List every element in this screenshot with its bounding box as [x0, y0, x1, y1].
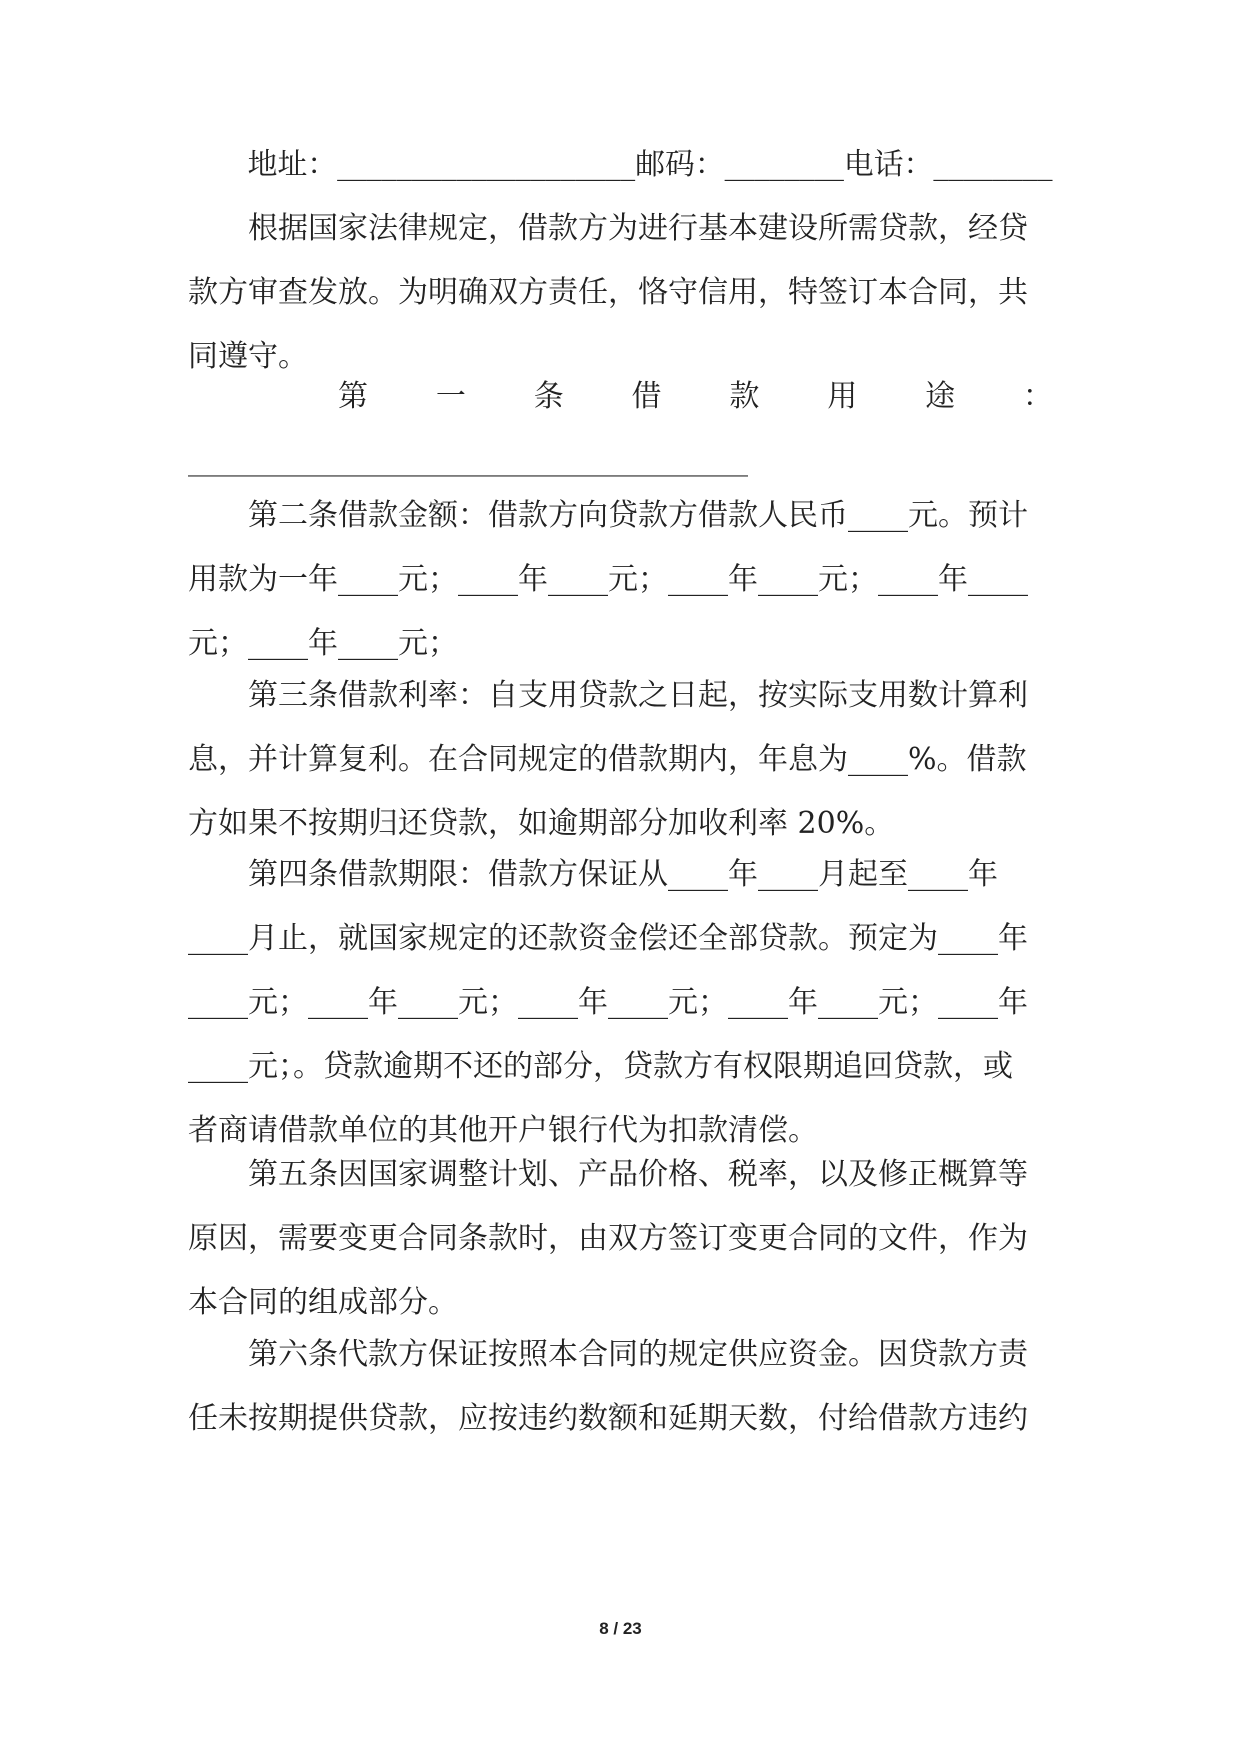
article-5-line-1: 第五条因国家调整计划、产品价格、税率，以及修正概算等	[188, 1157, 1028, 1192]
preamble-line-1: 根据国家法律规定，借款方为进行基本建设所需贷款，经贷	[188, 211, 1028, 246]
article-1-char: 一	[435, 379, 466, 414]
preamble-paragraph	[188, 197, 1053, 389]
document-page	[188, 0, 1053, 1754]
article-2-paragraph	[188, 484, 1053, 676]
address-text: 地址：____________________邮码：________电话：________	[188, 147, 1053, 182]
article-1-char: 款	[729, 379, 760, 414]
article-4-paragraph	[188, 843, 1053, 1163]
article-4-line-4: ____元；。贷款逾期不还的部分，贷款方有权限期追回贷款，或	[188, 1049, 1013, 1084]
article-4-line-5: 者商请借款单位的其他开户银行代为扣款清偿。	[188, 1113, 818, 1148]
article-1-char: 条	[533, 379, 564, 414]
preamble-line-3: 同遵守。	[188, 339, 308, 374]
preamble-line-2: 款方审查发放。为明确双方责任，恪守信用，特签订本合同，共	[188, 275, 1028, 310]
article-4-line-1: 第四条借款期限：借款方保证从____年____月起至____年	[188, 857, 998, 892]
article-1-char: 借	[631, 379, 662, 414]
article-2-line-3: 元；____年____元；	[188, 626, 458, 661]
article-4-line-2: ____月止，就国家规定的还款资金偿还全部贷款。预定为____年	[188, 921, 1028, 956]
address-line	[188, 133, 1053, 197]
article-2-line-1: 第二条借款金额：借款方向贷款方借款人民币____元。预计	[188, 498, 1028, 533]
article-1-heading	[338, 365, 1053, 429]
article-1-char: 第	[338, 379, 368, 414]
article-6-line-1: 第六条代款方保证按照本合同的规定供应资金。因贷款方责	[188, 1337, 1028, 1372]
article-3-line-2: 息，并计算复利。在合同规定的借款期内，年息为____%。借款	[188, 742, 1027, 777]
article-1-char: 途	[925, 379, 956, 414]
article-1-char: ：	[1022, 379, 1053, 414]
article-5-line-3: 本合同的组成部分。	[188, 1285, 458, 1320]
article-3-paragraph	[188, 664, 1053, 856]
article-6-paragraph	[188, 1323, 1053, 1451]
page-number: 8 / 23	[599, 1619, 642, 1638]
article-4-line-3: ____元；____年____元；____年____元；____年____元；____年	[188, 985, 1028, 1020]
article-1-char: 用	[827, 379, 858, 414]
article-5-paragraph	[188, 1143, 1053, 1335]
article-6-line-2: 任未按期提供贷款，应按违约数额和延期天数，付给借款方违约	[188, 1401, 1028, 1436]
article-3-line-3: 方如果不按期归还贷款，如逾期部分加收利率 20%。	[188, 806, 895, 841]
article-5-line-2: 原因，需要变更合同条款时，由双方签订变更合同的文件，作为	[188, 1221, 1028, 1256]
article-1-blank: ________________________________________	[188, 444, 748, 477]
article-2-line-2: 用款为一年____元；____年____元；____年____元；____年____	[188, 562, 1028, 597]
article-3-line-1: 第三条借款利率：自支用贷款之日起，按实际支用数计算利	[188, 678, 1028, 713]
